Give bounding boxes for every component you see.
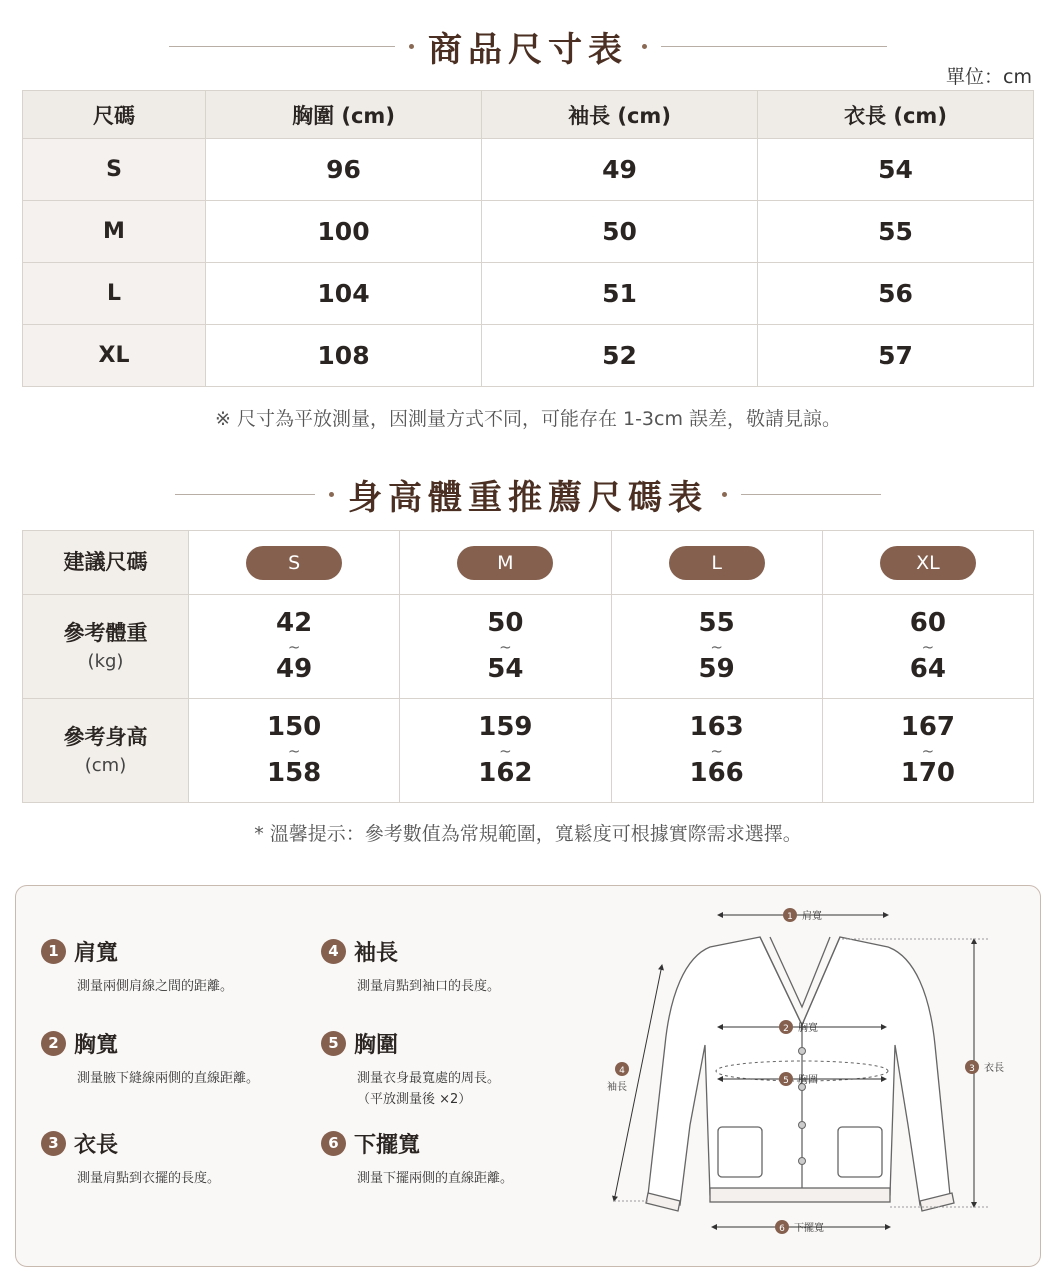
hem-measure xyxy=(712,1220,890,1234)
size-table xyxy=(22,90,1034,387)
range-cell xyxy=(611,595,822,699)
shoulder-measure xyxy=(718,908,888,922)
measure-desc: 測量肩點到袖口的長度。 xyxy=(357,979,501,994)
divider-dot xyxy=(329,492,334,497)
svg-text:1: 1 xyxy=(787,912,793,922)
number-badge: 2 xyxy=(41,1031,66,1056)
divider-dot xyxy=(409,44,414,49)
length-cell: 56 xyxy=(758,263,1034,325)
measure-item-chest-width xyxy=(41,1028,259,1090)
range-min: 167 xyxy=(900,712,956,743)
bust-cell: 96 xyxy=(206,139,482,201)
table-row xyxy=(23,325,1034,387)
divider-dot xyxy=(642,44,647,49)
measure-desc: 測量兩側肩線之間的距離。 xyxy=(77,979,234,994)
size-cell xyxy=(611,531,822,595)
size-pill: S xyxy=(246,546,342,580)
measure-title: 下擺寬 xyxy=(354,1133,421,1158)
measure-desc: 測量腋下縫線兩側的直線距離。 xyxy=(77,1071,260,1086)
range-cell xyxy=(400,699,611,803)
column-header: 尺碼 xyxy=(23,91,206,139)
measure-title: 袖長 xyxy=(354,941,399,966)
range-min: 159 xyxy=(478,712,533,743)
range-cell xyxy=(822,595,1033,699)
table-row xyxy=(23,201,1034,263)
range-cell xyxy=(189,699,400,803)
height-unit: (cm) xyxy=(84,754,127,776)
range-max: 170 xyxy=(900,757,956,788)
row-header xyxy=(23,595,189,699)
range-max: 59 xyxy=(698,653,735,684)
measure-desc: 測量下擺兩側的直線距離。 xyxy=(357,1171,514,1186)
number-badge: 4 xyxy=(321,939,346,964)
measure-title: 胸寬 xyxy=(74,1033,119,1058)
size-pill: M xyxy=(457,546,553,580)
measure-item-sleeve xyxy=(321,936,500,998)
range-max: 64 xyxy=(909,653,946,684)
bust-cell: 100 xyxy=(206,201,482,263)
number-badge: 5 xyxy=(321,1031,346,1056)
range-max: 49 xyxy=(276,653,313,684)
range-min: 163 xyxy=(689,712,744,743)
sleeve-cell: 51 xyxy=(482,263,758,325)
table-row xyxy=(23,263,1034,325)
diagram-label-bust: 胸圍 xyxy=(798,1075,818,1086)
size-cell: S xyxy=(23,139,206,201)
length-cell: 57 xyxy=(758,325,1034,387)
measure-title: 衣長 xyxy=(74,1133,119,1158)
range-max: 158 xyxy=(266,757,322,788)
size-cell: XL xyxy=(23,325,206,387)
bust-cell: 104 xyxy=(206,263,482,325)
size-cell: M xyxy=(23,201,206,263)
weight-label: 參考體重 xyxy=(63,621,148,646)
sleeve-cell: 49 xyxy=(482,139,758,201)
range-min: 42 xyxy=(276,608,313,639)
weight-unit: (kg) xyxy=(87,650,124,672)
diagram-label-chest-width: 胸寬 xyxy=(798,1023,818,1034)
tilde: ~ xyxy=(287,741,301,760)
recommend-title: 身高體重推薦尺碼表 xyxy=(348,478,708,518)
measure-desc: 測量衣身最寬處的周長。 xyxy=(357,1071,501,1086)
range-min: 60 xyxy=(909,608,946,639)
measure-item-bust xyxy=(321,1028,500,1111)
range-min: 55 xyxy=(698,608,735,639)
range-max: 54 xyxy=(487,653,524,684)
cardigan-diagram xyxy=(590,895,1030,1255)
diagram-label-length: 衣長 xyxy=(984,1063,1004,1074)
measure-item-length xyxy=(41,1128,220,1190)
row-header xyxy=(23,699,189,803)
divider-dot xyxy=(722,492,727,497)
length-cell: 55 xyxy=(758,201,1034,263)
height-row xyxy=(23,699,1034,803)
range-cell xyxy=(611,699,822,803)
number-badge: 6 xyxy=(321,1131,346,1156)
height-label: 參考身高 xyxy=(63,725,148,750)
range-min: 50 xyxy=(487,608,524,639)
range-cell xyxy=(822,699,1033,803)
size-pill: L xyxy=(669,546,765,580)
size-cell: L xyxy=(23,263,206,325)
diagram-label-sleeve: 袖長 xyxy=(607,1082,627,1093)
range-max: 162 xyxy=(478,757,533,788)
size-chart-title: 商品尺寸表 xyxy=(428,30,628,70)
column-header: 衣長 (cm) xyxy=(758,91,1034,139)
measure-item-hem xyxy=(321,1128,513,1190)
diagram-label-shoulder: 肩寬 xyxy=(802,911,822,922)
measure-desc: 測量肩點到衣擺的長度。 xyxy=(77,1171,221,1186)
svg-text:3: 3 xyxy=(969,1064,975,1074)
sleeve-cell: 50 xyxy=(482,201,758,263)
unit-label: 單位：cm xyxy=(946,66,1032,88)
tilde: ~ xyxy=(287,637,301,656)
tilde: ~ xyxy=(921,741,935,760)
size-pill: XL xyxy=(880,546,976,580)
tilde: ~ xyxy=(710,741,723,760)
range-min: 150 xyxy=(266,712,322,743)
size-cell xyxy=(822,531,1033,595)
tilde: ~ xyxy=(710,637,723,656)
size-chart-heading xyxy=(0,22,1056,71)
length-cell: 54 xyxy=(758,139,1034,201)
size-cell xyxy=(189,531,400,595)
svg-text:4: 4 xyxy=(619,1066,625,1076)
weight-row xyxy=(23,595,1034,699)
size-cell xyxy=(400,531,611,595)
table-header-row xyxy=(23,91,1034,139)
bust-cell: 108 xyxy=(206,325,482,387)
svg-text:2: 2 xyxy=(783,1024,789,1034)
row-header: 建議尺碼 xyxy=(23,531,189,595)
range-cell xyxy=(189,595,400,699)
number-badge: 3 xyxy=(41,1131,66,1156)
cardigan-outline xyxy=(646,937,954,1211)
diagram-label-hem: 下擺寬 xyxy=(794,1223,824,1234)
measure-title: 肩寬 xyxy=(74,941,119,966)
measure-title: 胸圍 xyxy=(354,1033,399,1058)
recommend-note: * 溫馨提示：參考數值為常規範圍，寬鬆度可根據實際需求選擇。 xyxy=(254,823,802,845)
recommend-table xyxy=(22,530,1034,803)
recommend-heading xyxy=(0,470,1056,519)
size-note: ※ 尺寸為平放測量，因測量方式不同，可能存在 1-3cm 誤差，敬請見諒。 xyxy=(214,408,842,430)
svg-text:6: 6 xyxy=(779,1224,785,1234)
column-header: 袖長 (cm) xyxy=(482,91,758,139)
tilde: ~ xyxy=(921,637,935,656)
svg-text:5: 5 xyxy=(783,1076,789,1086)
measure-item-shoulder xyxy=(41,936,233,998)
table-row xyxy=(23,139,1034,201)
range-cell xyxy=(400,595,611,699)
tilde: ~ xyxy=(499,637,512,656)
size-row xyxy=(23,531,1034,595)
measure-desc-note: （平放測量後 ×2） xyxy=(357,1091,472,1107)
tilde: ~ xyxy=(499,741,512,760)
sleeve-cell: 52 xyxy=(482,325,758,387)
number-badge: 1 xyxy=(41,939,66,964)
range-max: 166 xyxy=(689,757,744,788)
column-header: 胸圍 (cm) xyxy=(206,91,482,139)
